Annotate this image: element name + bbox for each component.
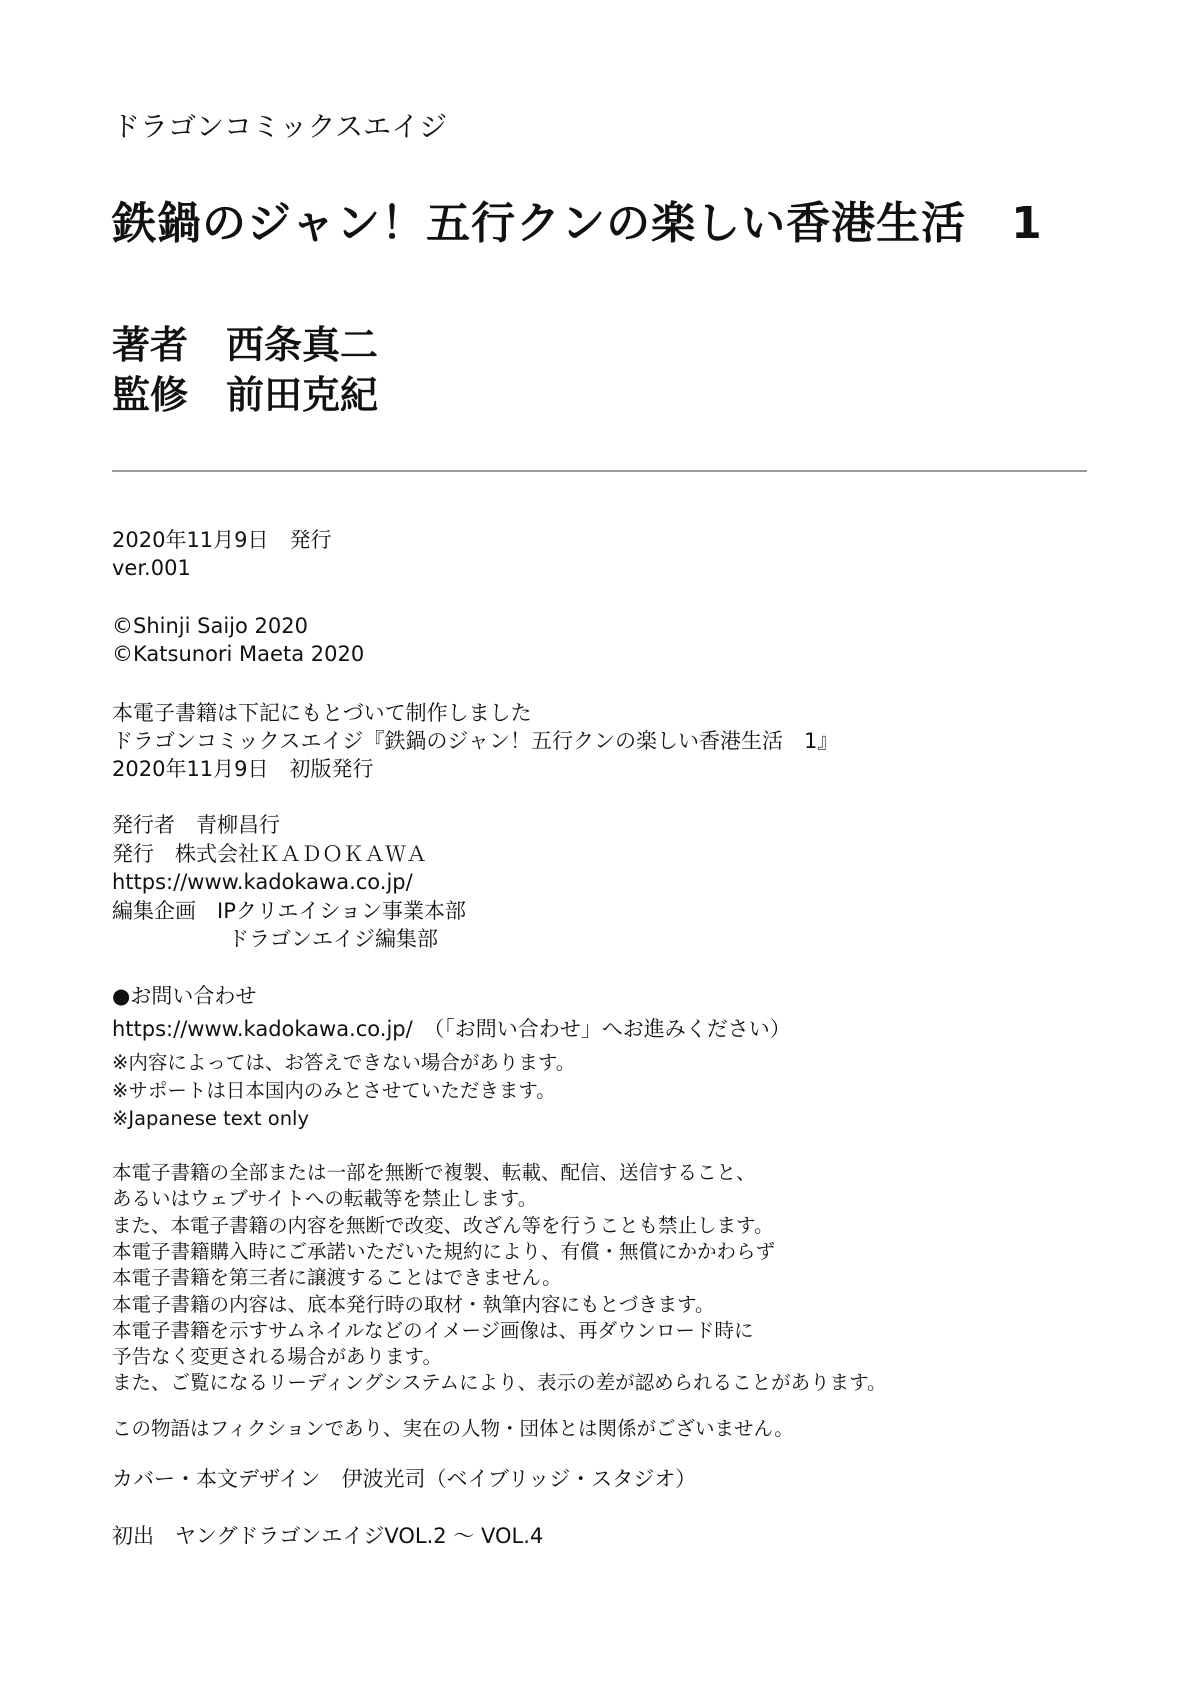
publisher-company: 発行 株式会社ＫＡＤＯＫＡＷＡ [112, 842, 427, 866]
version: ver.001 [112, 556, 191, 580]
legal-line: 本電子書籍の全部または一部を無断で複製、転載、配信、送信すること、 [112, 1161, 756, 1184]
editorial-planning: 編集企画 IPクリエイション事業本部 [112, 899, 467, 923]
first-appearance: 初出 ヤングドラゴンエイジVOL.2 ～ VOL.4 [112, 1524, 544, 1548]
legal-line: あるいはウェブサイトへの転載等を禁止します。 [112, 1187, 538, 1210]
source-line: 本電子書籍は下記にもとづいて制作しました [112, 701, 532, 725]
contact-url[interactable]: https://www.kadokawa.co.jp/ （「お問い合わせ」へお進みください） [112, 1017, 791, 1041]
legal-line: また、ご覧になるリーディングシステムにより、表示の差が認められることがあります。 [112, 1371, 887, 1394]
fiction-notice: この物語はフィクションであり、実在の人物・団体とは関係がございません。 [112, 1417, 794, 1440]
author-credit: 著者 西条真二 [112, 323, 379, 367]
legal-line: 本電子書籍を第三者に譲渡することはできません。 [112, 1266, 562, 1289]
legal-line: 本電子書籍を示すサムネイルなどのイメージ画像は、再ダウンロード時に [112, 1319, 754, 1342]
publisher-url[interactable]: https://www.kadokawa.co.jp/ [112, 870, 413, 894]
contact-note: ※Japanese text only [112, 1107, 310, 1130]
contact-note: ※内容によっては、お答えできない場合があります。 [112, 1051, 576, 1074]
imprint-label: ドラゴンコミックスエイジ [112, 110, 448, 143]
copyright-line: ©Katsunori Maeta 2020 [112, 642, 365, 666]
design-credit: カバー・本文デザイン 伊波光司（ベイブリッジ・スタジオ） [112, 1467, 697, 1491]
divider [112, 470, 1087, 472]
legal-line: 予告なく変更される場合があります。 [112, 1345, 442, 1368]
legal-line: 本電子書籍購入時にご承諾いただいた規約により、有償・無償にかかわらず [112, 1240, 776, 1263]
legal-line: また、本電子書籍の内容を無断で改変、改ざん等を行うことも禁止します。 [112, 1214, 774, 1237]
source-line: ドラゴンコミックスエイジ『鉄鍋のジャン！五行クンの楽しい香港生活 1』 [112, 729, 839, 753]
publisher-issuer: 発行者 青柳昌行 [112, 813, 280, 837]
supervisor-credit: 監修 前田克紀 [112, 373, 379, 417]
copyright-line: ©Shinji Saijo 2020 [112, 614, 308, 638]
contact-note: ※サポートは日本国内のみとさせていただきます。 [112, 1079, 556, 1102]
legal-line: 本電子書籍の内容は、底本発行時の取材・執筆内容にもとづきます。 [112, 1293, 715, 1316]
publish-date: 2020年11月9日 発行 [112, 528, 332, 552]
editorial-department: ドラゴンエイジ編集部 [228, 927, 438, 951]
contact-heading: ●お問い合わせ [112, 984, 257, 1008]
source-line: 2020年11月9日 初版発行 [112, 757, 374, 781]
book-title: 鉄鍋のジャン！五行クンの楽しい香港生活 1 [112, 198, 1043, 249]
